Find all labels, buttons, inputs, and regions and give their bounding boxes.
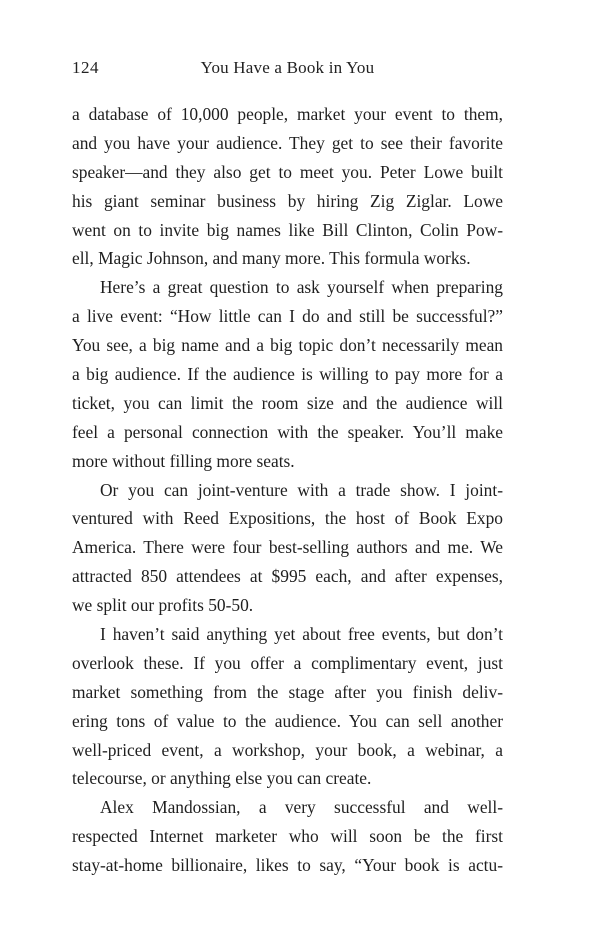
text-line: You see, a big name and a big topic don’t necessarily mean xyxy=(72,335,503,356)
paragraph xyxy=(72,273,503,475)
text-line: and you have your audience. They get to see their favorite xyxy=(72,132,503,153)
text-line: overlook these. If you offer a complimentary event, just xyxy=(72,652,503,673)
text-line: America. There were four best-selling authors and me. We xyxy=(72,537,503,558)
text-line: well-priced event, a workshop, your book, a webinar, a xyxy=(72,739,503,760)
book-title: You Have a Book in You xyxy=(200,58,375,77)
text-line: a big audience. If the audience is willing to pay more for a xyxy=(72,364,503,385)
page-number: 124 xyxy=(72,58,99,77)
text-line: a database of 10,000 people, market your event to them, xyxy=(72,104,503,124)
text-line: telecourse, or anything else you can create. xyxy=(72,768,372,789)
text-line: ticket, you can limit the room size and the audience will xyxy=(72,392,503,413)
text-line: market something from the stage after you finish deliv- xyxy=(72,681,503,702)
text-line: more without filling more seats. xyxy=(72,450,295,471)
paragraph xyxy=(72,793,503,880)
text-line: a live event: “How little can I do and still be successful?” xyxy=(72,306,503,327)
body-text xyxy=(72,100,503,880)
text-line: ering tons of value to the audience. You can sell another xyxy=(72,710,503,731)
text-line: Or you can joint-venture with a trade show. I joint- xyxy=(100,479,503,500)
text-line: stay-at-home billionaire, likes to say, “Your book is actu- xyxy=(72,855,503,876)
text-line: we split our profits 50-50. xyxy=(72,595,254,616)
running-header xyxy=(72,54,503,82)
paragraph xyxy=(72,476,503,620)
text-line: his giant seminar business by hiring Zig Ziglar. Lowe xyxy=(72,190,503,211)
text-line: ell, Magic Johnson, and many more. This formula works. xyxy=(72,248,471,269)
text-line: speaker—and they also get to meet you. Peter Lowe built xyxy=(72,161,503,182)
paragraph xyxy=(72,620,503,793)
text-line: ventured with Reed Expositions, the host of Book Expo xyxy=(72,508,503,529)
text-line: went on to invite big names like Bill Clinton, Colin Pow- xyxy=(72,219,503,240)
text-line: attracted 850 attendees at $995 each, and after expenses, xyxy=(72,566,503,587)
text-line: I haven’t said anything yet about free events, but don’t xyxy=(100,624,503,645)
text-line: respected Internet marketer who will soon be the first xyxy=(72,826,503,847)
text-line: Alex Mandossian, a very successful and well- xyxy=(100,797,503,818)
paragraph xyxy=(72,100,503,273)
text-line: Here’s a great question to ask yourself when preparing xyxy=(100,277,503,298)
text-line: feel a personal connection with the speaker. You’ll make xyxy=(72,421,503,442)
